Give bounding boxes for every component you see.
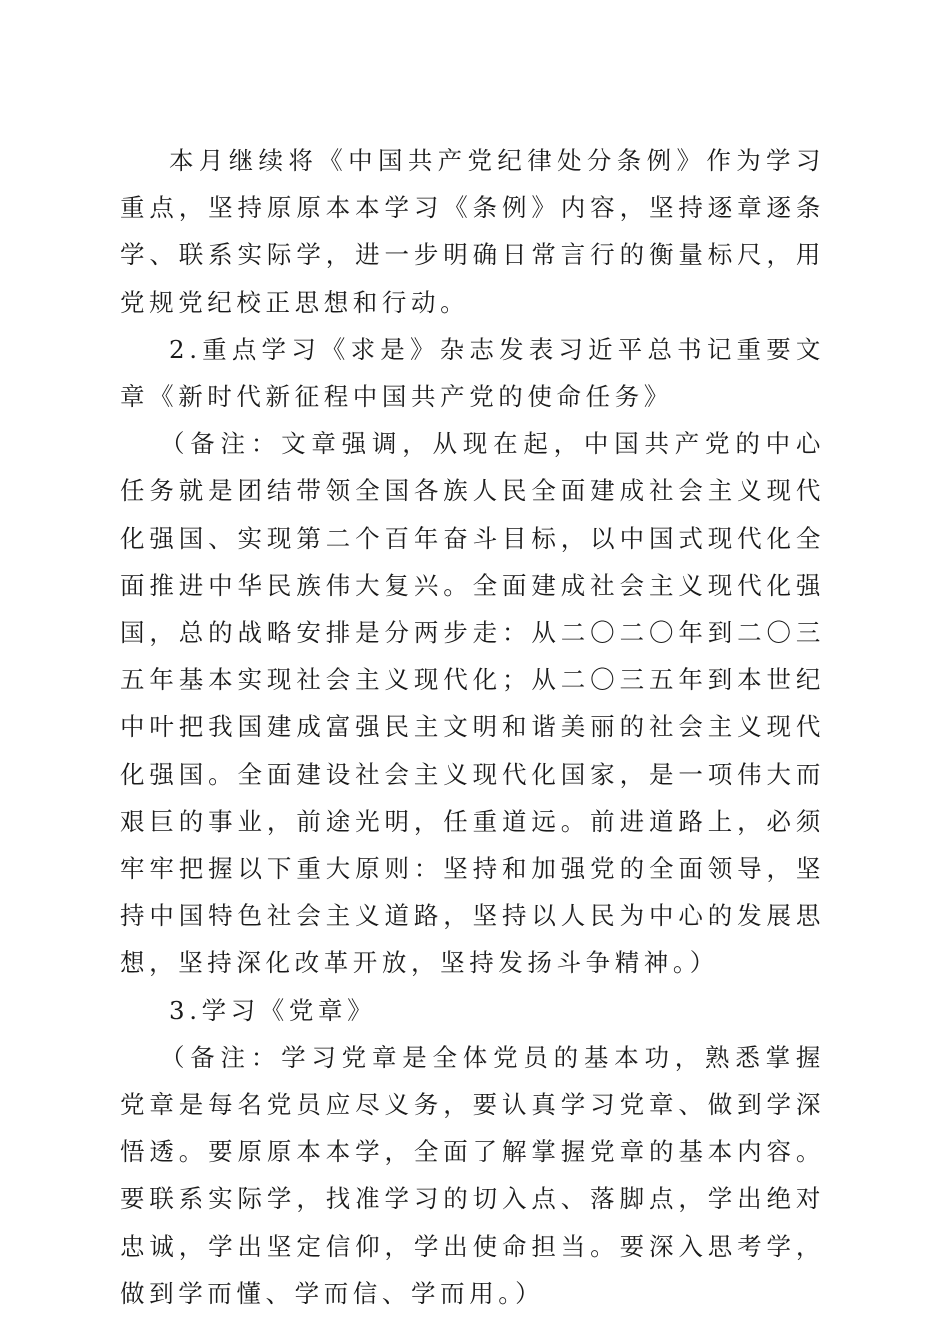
- document-body: [120, 137, 825, 1317]
- paragraph-item-3-heading: 3.学习《党章》: [169, 995, 377, 1025]
- paragraph-item-3-note: （备注：学习党章是全体党员的基本功，熟悉掌握党章是每名党员应尽义务，要认真学习党章、做到学深悟透。要原原本本学，全面了解掌握党章的基本内容。要联系实际学，找准学习的切入点、落脚点，学出绝对忠诚，学出坚定信仰，学出使命担当。要深入思考学，做到学而懂、学而信、学而用。）: [120, 1042, 825, 1308]
- paragraph-item-2-heading: 2.重点学习《求是》杂志发表习近平总书记重要文章《新时代新征程中国共产党的使命任务》: [120, 334, 825, 412]
- paragraph-item-2-note: （备注：文章强调，从现在起，中国共产党的中心任务就是团结带领全国各族人民全面建成社会主义现代化强国、实现第二个百年奋斗目标，以中国式现代化全面推进中华民族伟大复兴。全面建成社会主义现代化强国，总的战略安排是分两步走：从二〇二〇年到二〇三五年基本实现社会主义现代化；从二〇三五年到本世纪中叶把我国建成富强民主文明和谐美丽的社会主义现代化强国。全面建设社会主义现代化国家，是一项伟大而艰巨的事业，前途光明，任重道远。前进道路上，必须牢牢把握以下重大原则：坚持和加强党的全面领导，坚持中国特色社会主义道路，坚持以人民为中心的发展思想，坚持深化改革开放，坚持发扬斗争精神。）: [120, 429, 825, 978]
- paragraph-study-discipline-regulations: 本月继续将《中国共产党纪律处分条例》作为学习重点，坚持原原本本学习《条例》内容，坚持逐章逐条学、联系实际学，进一步明确日常言行的衡量标尺，用党规党纪校正思想和行动。: [120, 146, 825, 317]
